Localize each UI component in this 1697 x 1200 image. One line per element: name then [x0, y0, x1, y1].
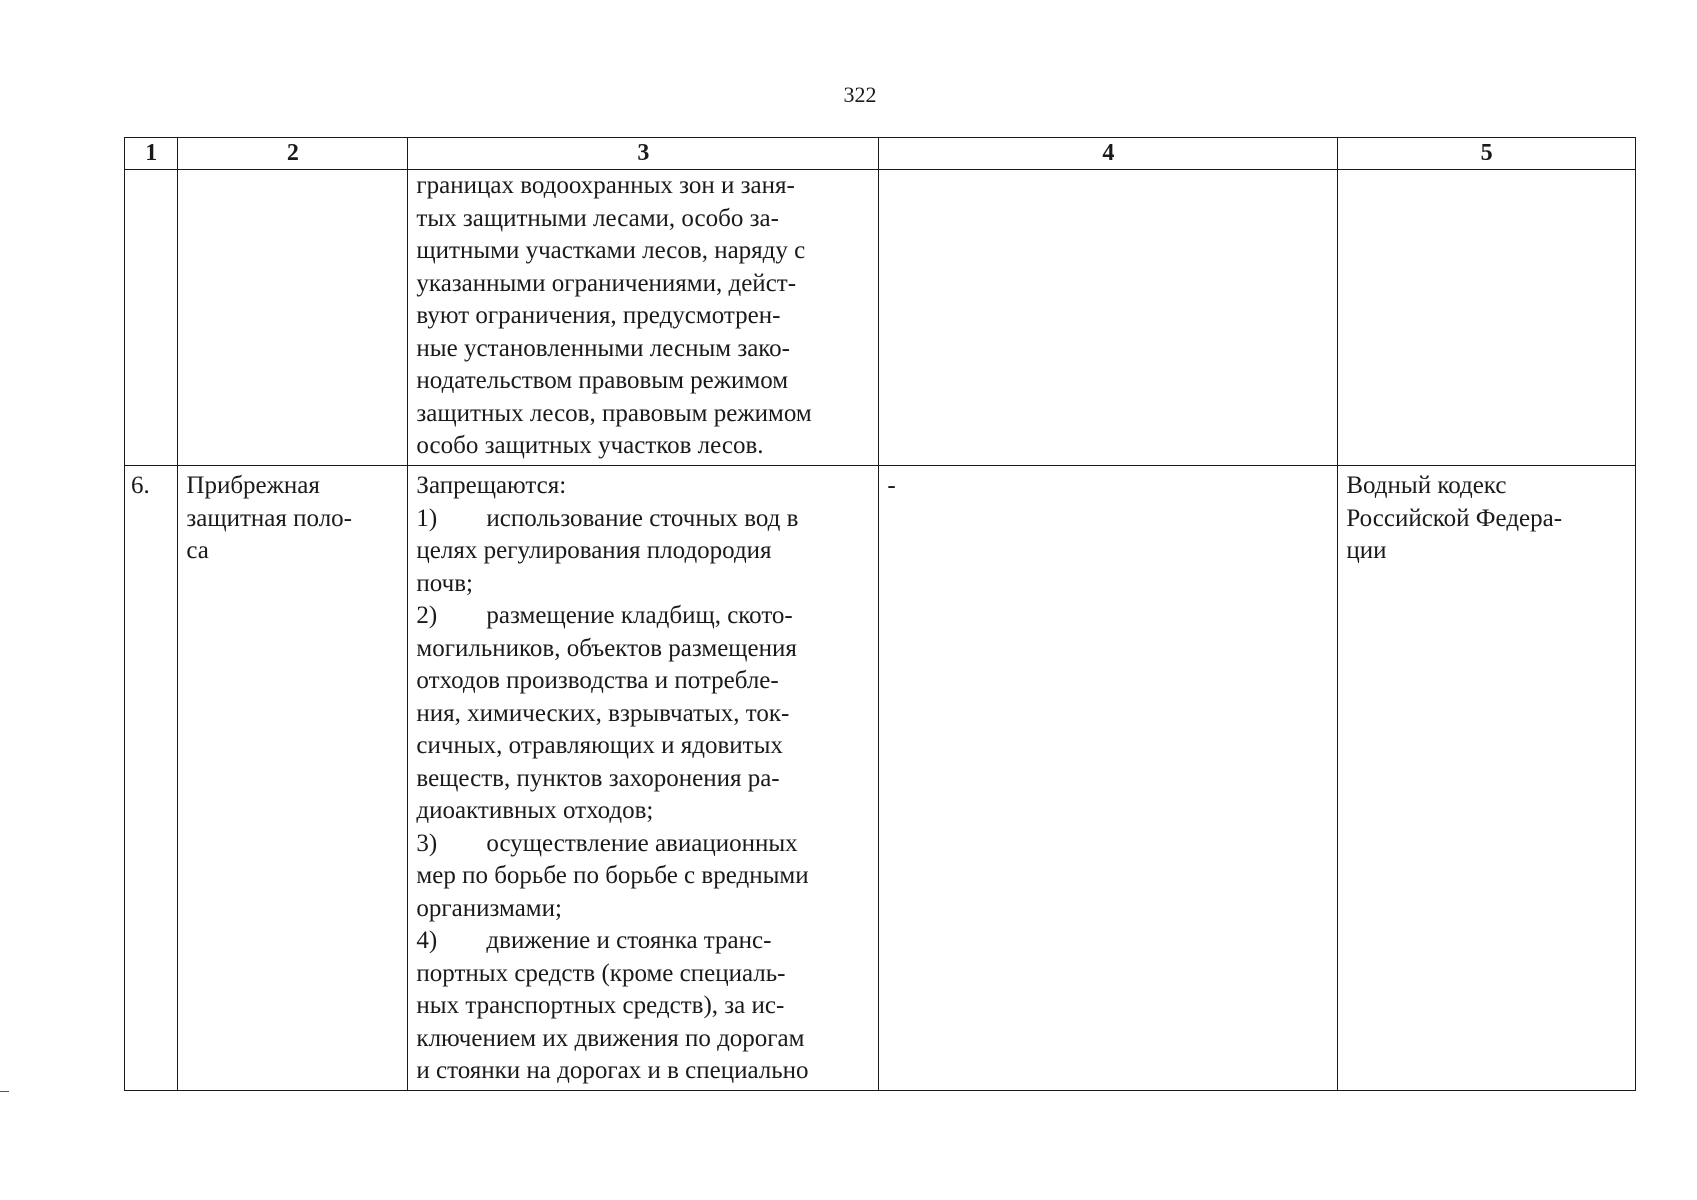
item-text: использование сточных вод в	[486, 504, 799, 532]
table-row-continuation	[125, 170, 1636, 466]
header-cell-3: 3	[408, 138, 879, 170]
text-line: особо защитных участков лесов.	[416, 432, 764, 459]
text-line: ции	[1346, 537, 1387, 564]
text-line: мер по борьбе по борьбе с вредными	[416, 862, 809, 889]
list-item	[416, 828, 870, 861]
text-line: тых защитными лесами, особо за-	[416, 204, 779, 232]
item-number: 1)	[416, 504, 438, 532]
row1-col3	[408, 170, 879, 466]
text-line: указанными ограничениями, дейст-	[416, 269, 797, 297]
list-item	[416, 503, 870, 536]
text-line: целях регулирования плодородия	[416, 537, 772, 564]
text-line: защитных лесов, правовым режимом	[416, 399, 812, 427]
row2-col2-name	[178, 466, 408, 1091]
header-cell-5: 5	[1338, 138, 1636, 170]
table-row-item-6	[125, 466, 1636, 1091]
row1-col4	[879, 170, 1338, 466]
text-line: Водный кодекс	[1346, 472, 1507, 499]
list-item	[416, 925, 870, 958]
restrictions-heading: Запрещаются:	[416, 472, 567, 499]
row2-col4-dash: -	[879, 466, 1338, 1091]
page-number: 322	[843, 82, 877, 107]
text-line: нодательством правовым режимом	[416, 367, 789, 394]
text-line: вуют ограничения, предусмотрен-	[416, 302, 781, 329]
text-line: Прибрежная	[186, 472, 320, 499]
text-line: диоактивных отходов;	[416, 797, 654, 824]
document-table	[124, 137, 1636, 1091]
text-line: могильников, объектов размещения	[416, 634, 797, 662]
item-number: 2)	[416, 602, 438, 629]
text-line: защитная поло-	[186, 504, 353, 532]
text-line: щитными участками лесов, наряду с	[416, 237, 806, 264]
row2-col5-source	[1338, 466, 1636, 1091]
text-line: Российской Федера-	[1346, 504, 1563, 532]
item-number: 4)	[416, 927, 438, 954]
text-line: веществ, пунктов захоронения ра-	[416, 764, 780, 792]
header-cell-2: 2	[178, 138, 408, 170]
text-line: портных средств (кроме специаль-	[416, 959, 786, 987]
text-line: са	[186, 537, 209, 564]
header-cell-1: 1	[125, 138, 178, 170]
text-line: почв;	[416, 569, 473, 597]
row1-col2	[178, 170, 408, 466]
edge-mark	[0, 1091, 9, 1092]
text-line: отходов производства и потребле-	[416, 667, 779, 694]
text-line: ные установленными лесным зако-	[416, 334, 791, 362]
text-line: ния, химических, взрывчатых, ток-	[416, 699, 790, 727]
row2-col3-restrictions	[408, 466, 879, 1091]
list-item	[416, 600, 870, 633]
text-line: ключением их движения по дорогам	[416, 1024, 805, 1052]
row1-col5	[1338, 170, 1636, 466]
item-text: осуществление авиационных	[486, 829, 798, 857]
row1-col1	[125, 170, 178, 466]
text-line: сичных, отравляющих и ядовитых	[416, 732, 783, 759]
text-line: ных транспортных средств), за ис-	[416, 992, 785, 1019]
text-line: организмами;	[416, 894, 562, 922]
item-text: движение и стоянка транс-	[486, 927, 772, 954]
row2-col1-number: 6.	[125, 466, 178, 1091]
header-row	[125, 138, 1636, 170]
header-cell-4: 4	[879, 138, 1338, 170]
item-number: 3)	[416, 829, 438, 857]
item-text: размещение кладбищ, ското-	[486, 602, 793, 629]
text-line: и стоянки на дорогах и в специально	[416, 1057, 809, 1084]
text-line: границах водоохранных зон и заня-	[416, 172, 795, 199]
